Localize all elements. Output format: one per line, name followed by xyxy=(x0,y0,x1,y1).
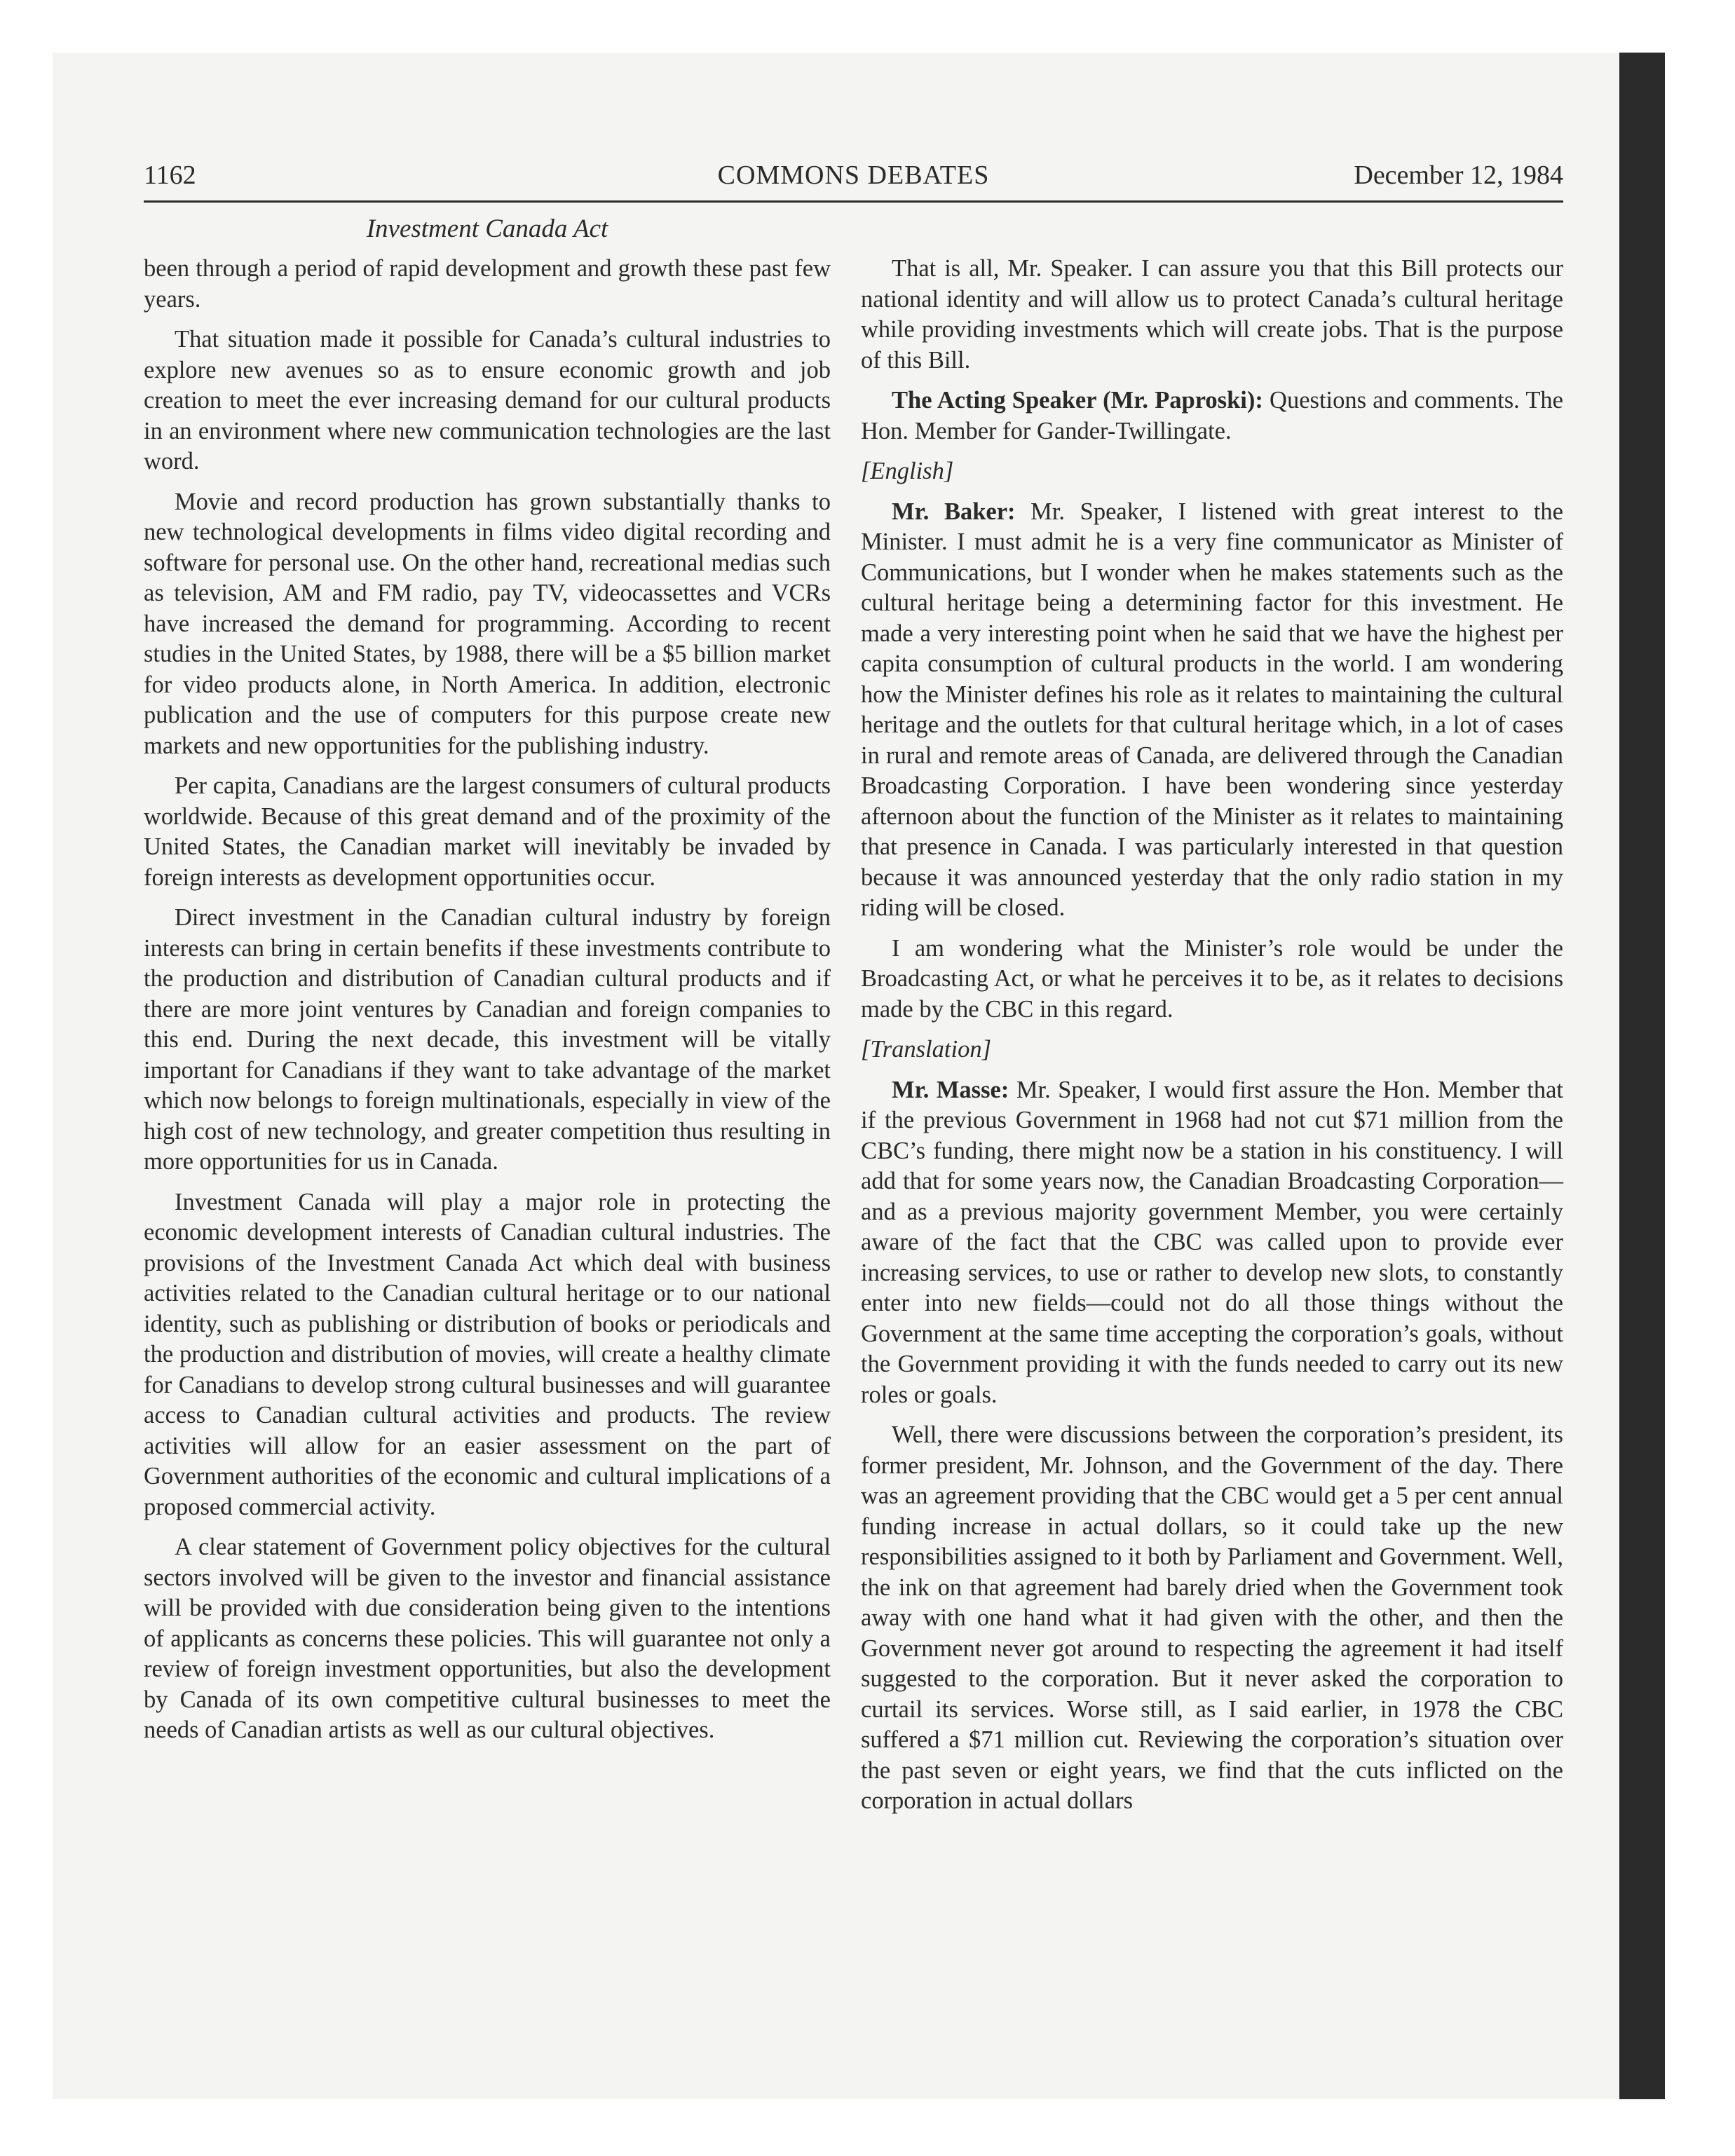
section-subtitle: Investment Canada Act xyxy=(366,214,608,243)
paragraph: Per capita, Canadians are the largest consumers of cultural products worldwide. Because of this great demand and of the proximity of the United States, the Canadian market will inevitably be invaded by foreign interests as development opportunities occur. xyxy=(144,772,831,891)
paragraph: That situation made it possible for Canada’s cultural industries to explore new avenues so as to ensure economic growth and job creation to meet the ever increasing demand for our cultural products in an environment where new communication technologies are the last word. xyxy=(144,326,831,475)
right-column xyxy=(861,254,1563,1827)
language-tag: [English] xyxy=(861,458,954,484)
paragraph: Investment Canada will play a major role in protecting the economic development interests of Canadian cultural industries. The provisions of the Investment Canada Act which deal with business activities related to the Canadian cultural heritage or to our national identity, such as publishing or distribution of books or periodicals and the production and distribution of movies, will create a healthy climate for Canadians to develop strong cultural businesses and will guarantee access to Canadian cultural activities and products. The review activities will allow for an easier assessment on the part of Government authorities of the economic and cultural implications of a proposed commercial activity. xyxy=(144,1188,831,1520)
language-tag: [Translation] xyxy=(861,1036,991,1063)
paragraph: Direct investment in the Canadian cultural industry by foreign interests can bring in certain benefits if these investments contribute to the production and distribution of Canadian cultural products and if there are more joint ventures by Canadian and foreign companies to this end. During the next decade, this investment will be vitally important for Canadians if they want to take advantage of the market which now belongs to foreign multinationals, especially in view of the high cost of new technology, and greater competition thus resulting in more opportunities for us in Canada. xyxy=(144,904,831,1175)
paragraph xyxy=(861,386,1563,446)
speech-text: Questions and comments. The Hon. Member for Gander-Twillingate. xyxy=(861,387,1563,444)
paragraph: I am wondering what the Minister’s role would be under the Broadcasting Act, or what he perceives it to be, as it relates to decisions made by the CBC in this regard. xyxy=(861,934,1563,1023)
header-date: December 12, 1984 xyxy=(1354,161,1563,190)
scan-edge-shadow xyxy=(1619,53,1665,2099)
paragraph: Movie and record production has grown substantially thanks to new technological developments in films video digital recording and software for personal use. On the other hand, recreational medias such as television, AM and FM radio, pay TV, videocassettes and VCRs have increased the demand for programming. According to recent studies in the United States, by 1988, there will be a $5 billion market for video products alone, in North America. In addition, electronic publication and the use of computers for this purpose create new markets and new opportunities for the publishing industry. xyxy=(144,488,831,759)
paragraph: A clear statement of Government policy objectives for the cultural sectors involved will be given to the investor and financial assistance will be provided with due consideration being given to the intentions of applicants as concerns these policies. This will guarantee not only a review of foreign investment opportunities, but also the development by Canada of its own competitive cultural businesses to meet the needs of Canadian artists as well as our cultural objectives. xyxy=(144,1534,831,1743)
speaker-name: Mr. Masse: xyxy=(892,1076,1009,1103)
page-number: 1162 xyxy=(144,161,196,190)
page-header xyxy=(144,160,1563,202)
speech-text: Mr. Speaker, I would first assure the Hon. Member that if the previous Government in 1968 had not cut $71 million from the CBC’s funding, there might now be a station in his constituency. I will add that for some years now, the Canadian Broadcasting Corporation—and as a previous majority government Member, you were certainly aware of the fact that the CBC was called upon to provide ever increasing services, to use or rather to develop new slots, to constantly enter into new fields—could not do all those things without the Government at the same time accepting the corporation’s goals, without the Government providing it with the funds needed to carry out its new roles or goals. xyxy=(861,1076,1563,1408)
speaker-name: The Acting Speaker (Mr. Paproski): xyxy=(892,387,1263,414)
paragraph: been through a period of rapid development and growth these past few years. xyxy=(144,255,831,313)
paragraph: That is all, Mr. Speaker. I can assure you that this Bill protects our national identity and will allow us to protect Canada’s cultural heritage while providing investments which will create jobs. That is the purpose of this Bill. xyxy=(861,255,1563,374)
paragraph: Well, there were discussions between the corporation’s president, its former president, Mr. Johnson, and the Government of the day. There was an agreement providing that the CBC would get a 5 per cent annual funding increase in actual dollars, so it could take up the new responsibilities assigned to it both by Parliament and Government. Well, the ink on that agreement had barely dried when the Government took away with one hand what it had given with the other, and then the Government never got around to respecting the agreement it had itself suggested to the corporation. But it never asked the corporation to curtail its services. Worse still, as I said earlier, in 1978 the CBC suffered a $71 million cut. Reviewing the corporation’s situation over the past seven or eight years, we find that the cuts inflicted on the corporation in actual dollars xyxy=(861,1421,1563,1814)
left-column xyxy=(144,254,831,1756)
speech-text: Mr. Speaker, I listened with great interest to the Minister. I must admit he is a very fine communicator as Minister of Communications, but I wonder when he makes statements such as the cultural heritage being a determining factor for this investment. He made a very interesting point when he said that we have the highest per capita consumption of cultural products in the world. I am wondering how the Minister defines his role as it relates to maintaining the cultural heritage and the outlets for that cultural heritage which, in a lot of cases in rural and remote areas of Canada, are delivered through the Canadian Broadcasting Corporation. I have been wondering since yesterday afternoon about the function of the Minister as it relates to maintaining that presence in Canada. I was particularly interested in that question because it was announced yesterday that the only radio station in my riding will be closed. xyxy=(861,498,1563,921)
publication-title: COMMONS DEBATES xyxy=(717,161,990,190)
speaker-name: Mr. Baker: xyxy=(892,498,1016,525)
paragraph xyxy=(861,1075,1563,1411)
paragraph xyxy=(861,497,1563,924)
header-rule xyxy=(144,200,1563,203)
